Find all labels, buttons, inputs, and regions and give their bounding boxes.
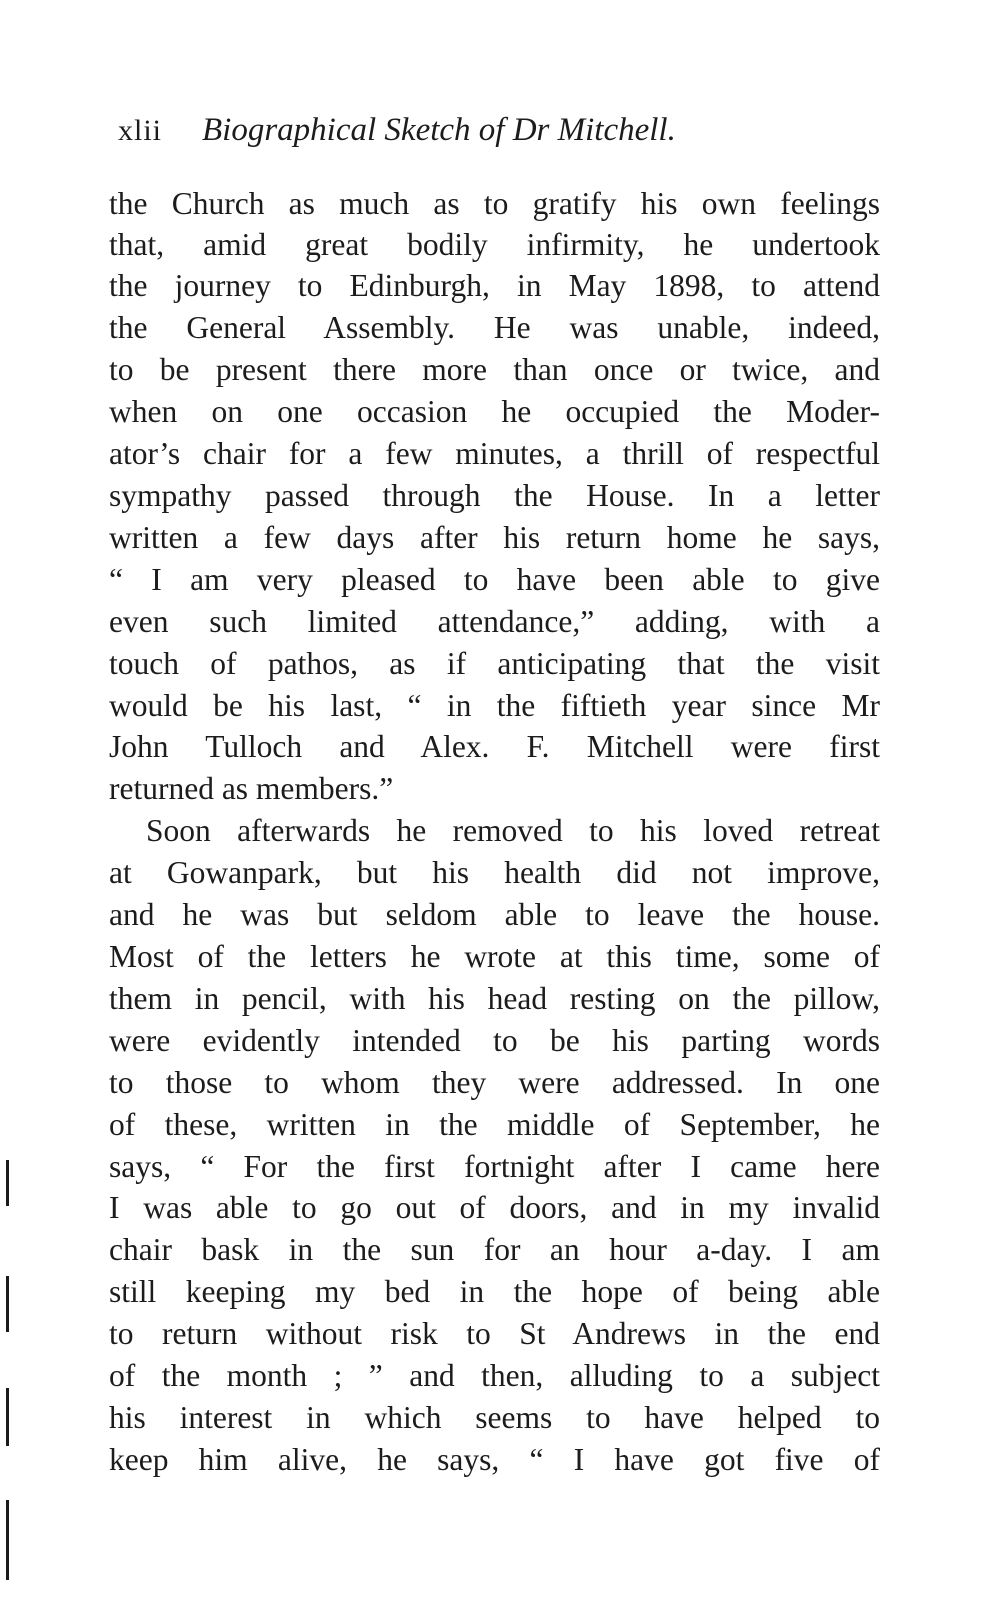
text-line: the journey to Edinburgh, in May 1898, to attend <box>109 268 880 303</box>
text-line: would be his last, “ in the fiftieth year since Mr <box>109 688 880 723</box>
text-line: returned as members.” <box>109 771 394 806</box>
text-line: sympathy passed through the House. In a letter <box>109 478 880 513</box>
text-line: when on one occasion he occupied the Moder- <box>109 394 880 429</box>
text-line: still keeping my bed in the hope of being able <box>109 1274 880 1309</box>
text-line: were evidently intended to be his parting words <box>109 1023 880 1058</box>
text-line: written a few days after his return home he says, <box>109 520 880 555</box>
text-line: to those to whom they were addressed. In one <box>109 1065 880 1100</box>
running-head <box>118 112 898 156</box>
text-line: the Church as much as to gratify his own feelings <box>109 186 880 221</box>
text-line: of the month ; ” and then, alluding to a subject <box>109 1358 880 1393</box>
text-line: and he was but seldom able to leave the house. <box>109 897 880 932</box>
text-line: “ I am very pleased to have been able to give <box>109 562 880 597</box>
margin-scan-mark <box>6 1276 9 1332</box>
text-line: of these, written in the middle of September, he <box>109 1107 880 1142</box>
text-line: that, amid great bodily infirmity, he undertook <box>109 227 880 262</box>
text-line: his interest in which seems to have helped to <box>109 1400 880 1435</box>
margin-scan-mark <box>6 1388 9 1446</box>
text-line: even such limited attendance,” adding, with a <box>109 604 880 639</box>
text-line: chair bask in the sun for an hour a-day. I am <box>109 1232 880 1267</box>
margin-scan-mark <box>6 1500 9 1580</box>
text-line: touch of pathos, as if anticipating that the visit <box>109 646 880 681</box>
text-line: Most of the letters he wrote at this time, some of <box>109 939 880 974</box>
text-line: keep him alive, he says, “ I have got five of <box>109 1442 880 1477</box>
page-number: xlii <box>118 114 163 147</box>
text-line: at Gowanpark, but his health did not improve, <box>109 855 880 890</box>
text-line: John Tulloch and Alex. F. Mitchell were first <box>109 729 880 764</box>
running-title: Biographical Sketch of Dr Mitchell. <box>202 112 676 148</box>
text-line: the General Assembly. He was unable, indeed, <box>109 310 880 345</box>
text-line: says, “ For the first fortnight after I came here <box>109 1149 880 1184</box>
text-line: to be present there more than once or twice, and <box>109 352 880 387</box>
text-line: ator’s chair for a few minutes, a thrill of respectful <box>109 436 880 471</box>
text-line: them in pencil, with his head resting on the pillow, <box>109 981 880 1016</box>
text-line: I was able to go out of doors, and in my invalid <box>109 1190 880 1225</box>
margin-scan-mark <box>6 1160 9 1206</box>
text-line: Soon afterwards he removed to his loved retreat <box>146 813 880 848</box>
text-line: to return without risk to St Andrews in the end <box>109 1316 880 1351</box>
